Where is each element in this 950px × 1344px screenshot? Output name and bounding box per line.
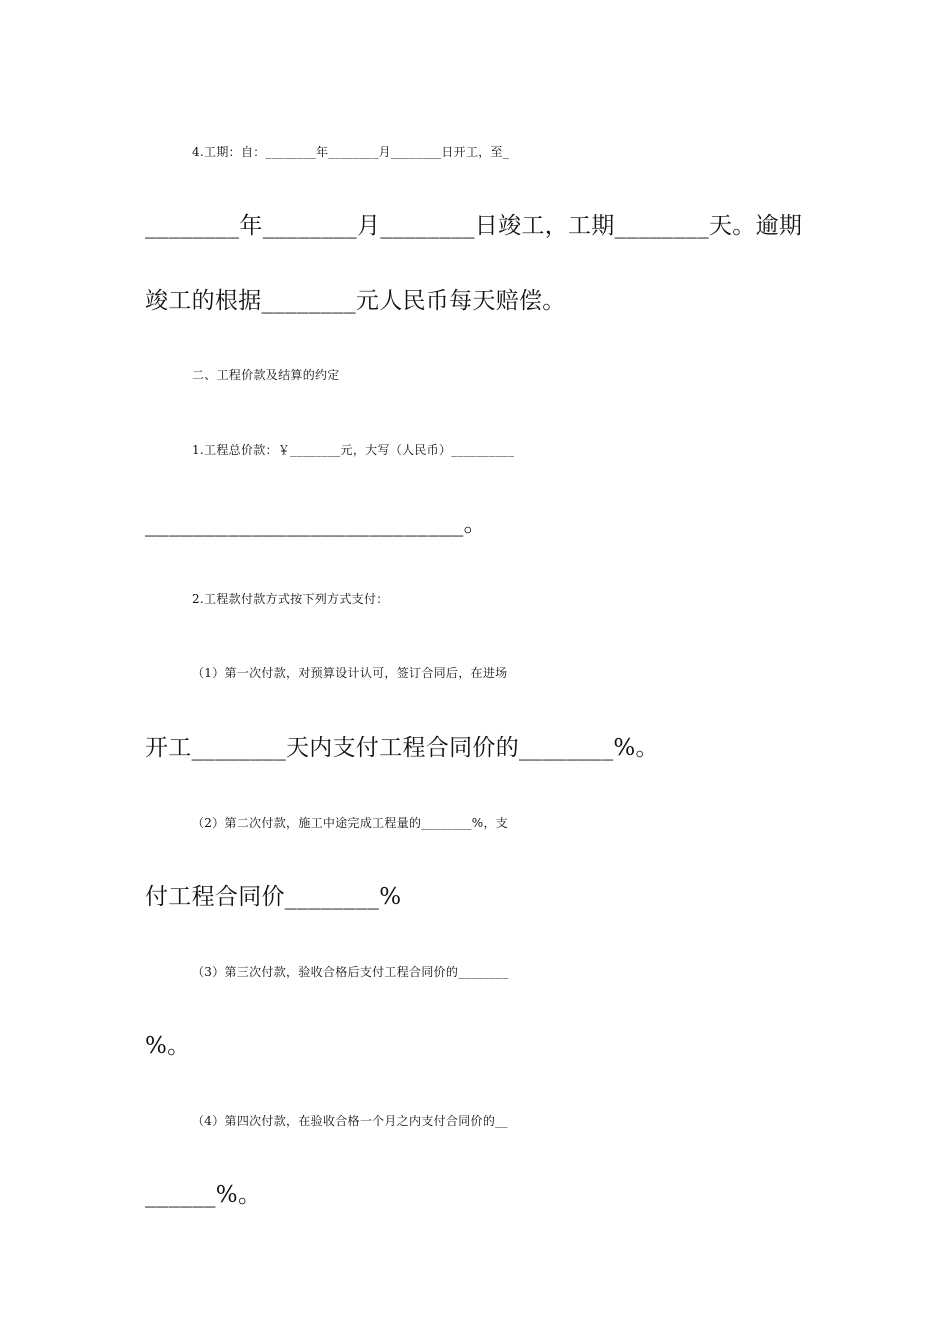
clause-4-construction-period-cont: ________年________月________日竣工，工期________天。逾期 — [145, 213, 803, 239]
payment-3-cont: %。 — [145, 1033, 191, 1059]
section-2-heading: 二、工程价款及结算的约定 — [192, 368, 340, 382]
payment-3: （3）第三次付款，验收合格后支付工程合同价的________ — [192, 965, 509, 979]
payment-1: （1）第一次付款，对预算设计认可，签订合同后，在进场 — [192, 666, 508, 680]
clause-4-penalty: 竣工的根据________元人民币每天赔偿。 — [145, 288, 566, 314]
payment-2: （2）第二次付款，施工中途完成工程量的________%，支 — [192, 816, 509, 830]
payment-4: （4）第四次付款，在验收合格一个月之内支付合同价的__ — [192, 1114, 508, 1128]
clause-1-total-price: 1.工程总价款：￥________元，大写（人民币）__________ — [192, 443, 515, 457]
payment-2-cont: 付工程合同价________% — [145, 884, 402, 910]
clause-4-construction-period: 4.工期：自：________年________月________日开工，至_ — [192, 145, 510, 159]
clause-2-payment-method: 2.工程款付款方式按下列方式支付： — [192, 592, 389, 606]
payment-4-cont: ______%。 — [145, 1182, 262, 1208]
clause-1-total-price-cont: ___________________________。 — [145, 511, 487, 537]
payment-1-cont: 开工________天内支付工程合同价的________%。 — [145, 735, 659, 761]
